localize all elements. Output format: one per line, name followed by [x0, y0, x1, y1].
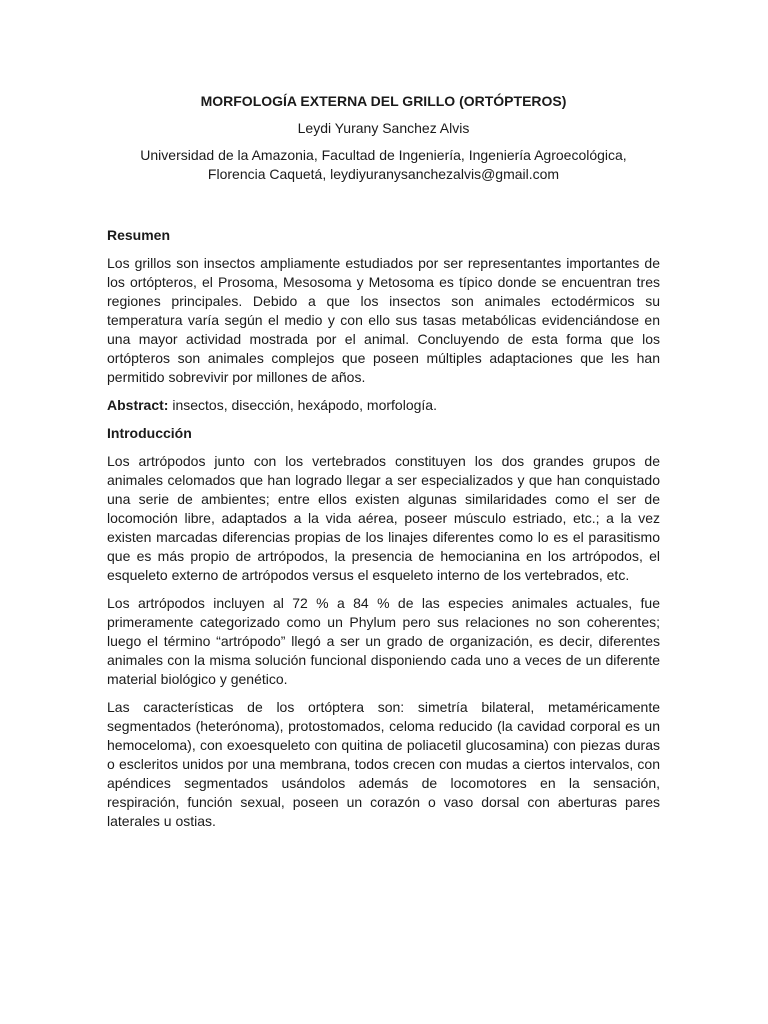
author-affiliation — [107, 146, 660, 184]
introduccion-heading: Introducción — [107, 425, 192, 441]
affiliation-email-line: Florencia Caquetá, leydiyuranysanchezalvis@gmail.com — [207, 166, 560, 182]
introduccion-paragraph: Los artrópodos incluyen al 72 % a 84 % de las especies animales actuales, fue primeramente categorizado como un Phylum pero sus relaciones no son coherentes; luego el término “artrópodo” llegó a ser un grado de organización, es decir, diferentes animales con la misma solución funcional disponiendo cada uno a veces de un diferente material biológico y genético. — [107, 595, 660, 687]
abstract-text: insectos, disección, hexápodo, morfología. — [168, 397, 437, 413]
abstract-label: Abstract: — [107, 397, 169, 413]
author-name: Leydi Yurany Sanchez Alvis — [297, 120, 470, 136]
introduccion-paragraph: Los artrópodos junto con los vertebrados constituyen los dos grandes grupos de animales celomados que han logrado llegar a ser especializados y que han conquistado una serie de ambientes; entre ellos existen algunas similaridades como el ser de locomoción libre, adaptados a la vida aérea, poseer músculo estriado, etc.; a la vez existen marcadas diferencias propias de los linajes diferentes como lo es el parasitismo que es más propio de artrópodos, la presencia de hemocianina en los artrópodos, el esqueleto externo de artrópodos versus el esqueleto interno de los vertebrados, etc. — [107, 453, 660, 583]
paper-title: MORFOLOGÍA EXTERNA DEL GRILLO (ORTÓPTEROS) — [200, 93, 567, 109]
introduccion-paragraph: Las características de los ortóptera son: simetría bilateral, metaméricamente segmentados (heterónoma), protostomados, celoma reducido (la cavidad corporal es un hemoceloma), con exoesqueleto con quitina de poliacetil glucosamina) con piezas duras o escleritos unidos por una membrana, todos crecen con mudas a ciertos intervalos, con apéndices segmentados usándolos además de locomotores en la sensación, respiración, función sexual, poseen un corazón o vaso dorsal con aberturas pares laterales u ostias. — [107, 699, 660, 829]
abstract-keywords — [107, 396, 660, 415]
resumen-paragraph: Los grillos son insectos ampliamente estudiados por ser representantes importantes de los ortópteros, el Prosoma, Mesosoma y Metosoma es típico donde se encuentran tres regiones principales. Debido a que los insectos son animales ectodérmicos su temperatura varía según el medio y con ello sus tasas metabólicas evidenciándose en una mayor actividad mostrada por el animal. Concluyendo de esta forma que los ortópteros son animales complejos que poseen múltiples adaptaciones que les han permitido sobrevivir por millones de años. — [107, 255, 660, 385]
resumen-heading: Resumen — [107, 227, 171, 243]
affiliation-line: Universidad de la Amazonia, Facultad de Ingeniería, Ingeniería Agroecológica, — [140, 147, 627, 163]
